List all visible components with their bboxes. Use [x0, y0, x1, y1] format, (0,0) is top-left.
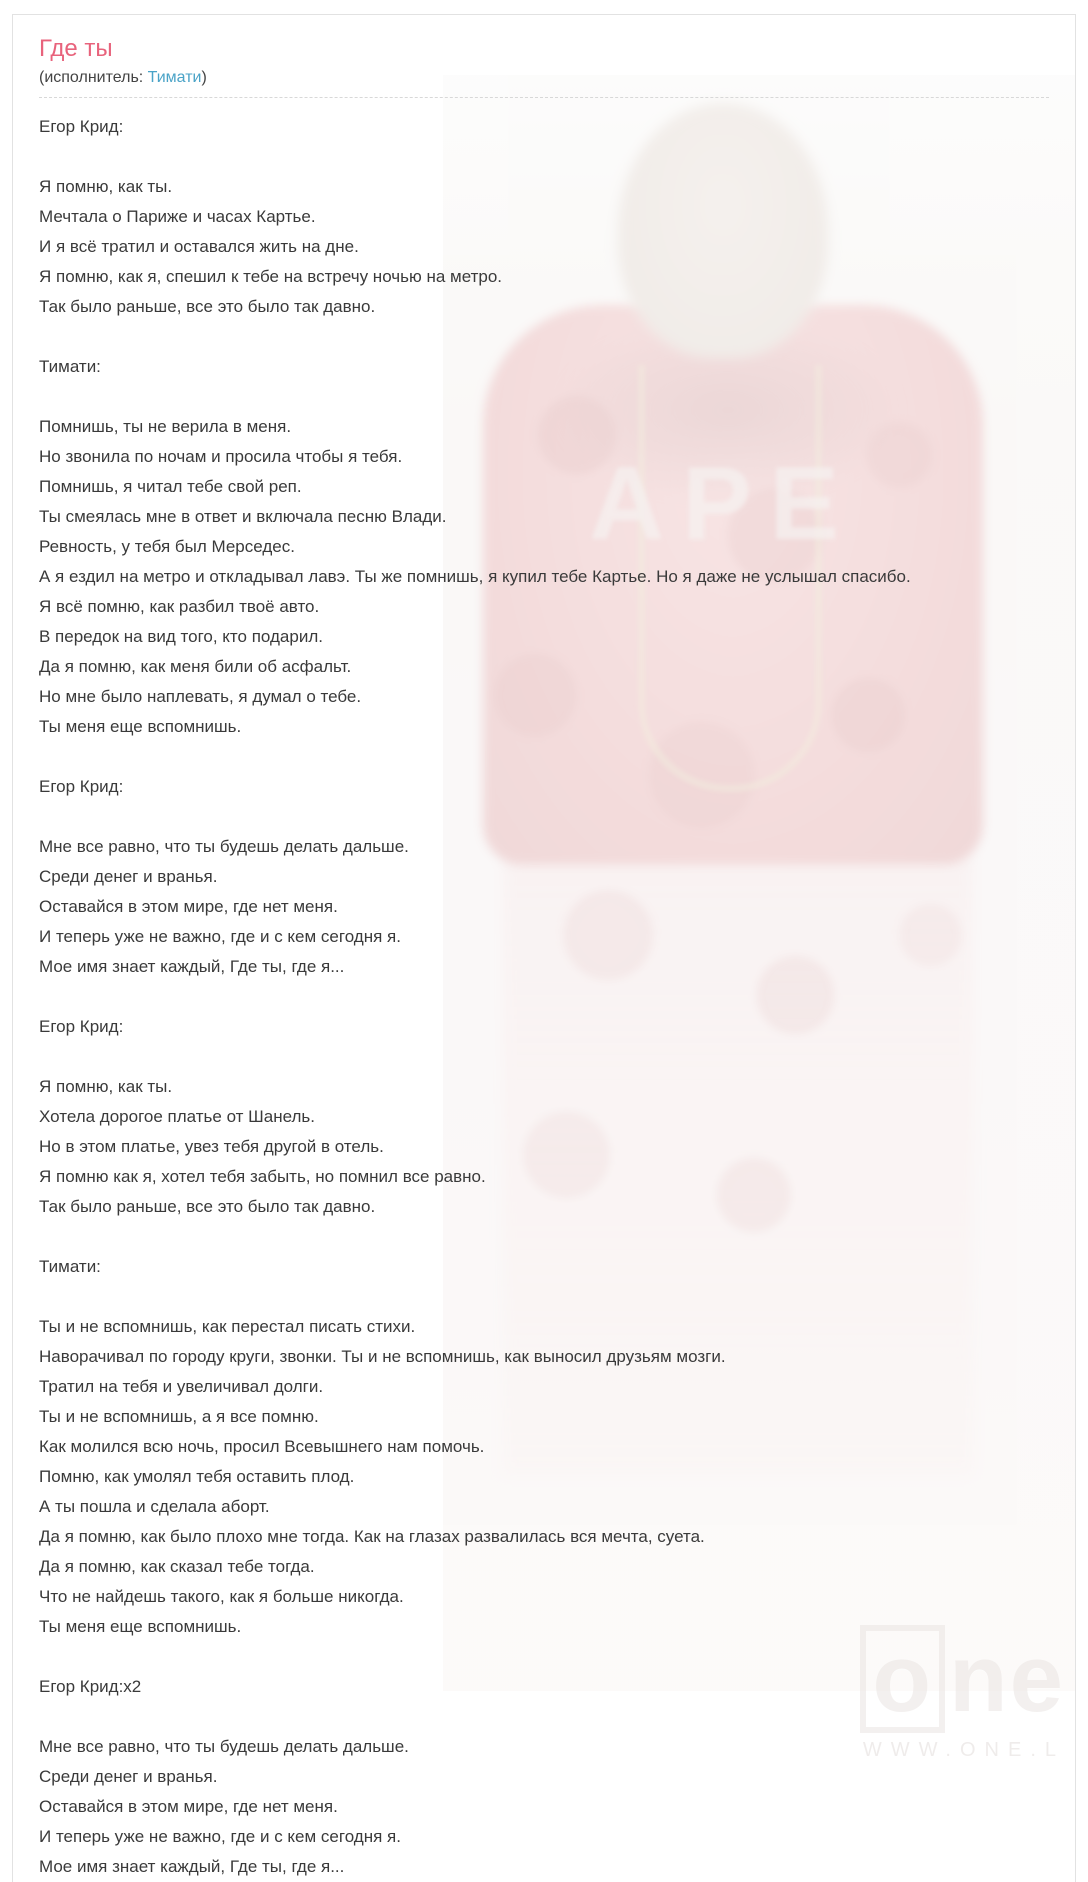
lyrics-card: [12, 14, 1076, 1882]
lyrics-blank-line: [39, 982, 1049, 1012]
lyrics-line: А ты пошла и сделала аборт.: [39, 1497, 270, 1516]
lyrics-line: Егор Крид:: [39, 777, 124, 796]
lyrics-line: Оставайся в этом мире, где нет меня.: [39, 897, 338, 916]
lyrics-line: Я помню, как ты.: [39, 1077, 173, 1096]
lyrics-text: [39, 112, 1049, 1882]
lyrics-line: В передок на вид того, кто подарил.: [39, 627, 323, 646]
lyrics-line: Ты меня еще вспомнишь.: [39, 1617, 242, 1636]
lyrics-line: Егор Крид:: [39, 1017, 124, 1036]
artist-prefix-label: (исполнитель:: [39, 69, 144, 86]
watermark-logo-text: ne: [948, 1625, 1065, 1732]
lyrics-line: Ты смеялась мне в ответ и включала песню Влади.: [39, 507, 447, 526]
lyrics-blank-line: [39, 142, 1049, 172]
lyrics-line: Мое имя знает каждый, Где ты, где я...: [39, 957, 345, 976]
lyrics-line: И я всё тратил и оставался жить на дне.: [39, 237, 359, 256]
artist-suffix-label: ): [201, 69, 207, 86]
lyrics-line: И теперь уже не важно, где и с кем сегодня я.: [39, 1827, 401, 1846]
lyrics-line: Помнишь, я читал тебе свой реп.: [39, 477, 302, 496]
lyrics-line: Тимати:: [39, 1257, 101, 1276]
lyrics-line: Помнишь, ты не верила в меня.: [39, 417, 292, 436]
lyrics-blank-line: [39, 1702, 1049, 1732]
lyrics-line: Тратил на тебя и увеличивал долги.: [39, 1377, 324, 1396]
lyrics-line: Мне все равно, что ты будешь делать дальше.: [39, 1737, 409, 1756]
lyrics-line: Я помню как я, хотел тебя забыть, но помнил все равно.: [39, 1167, 486, 1186]
lyrics-line: Как молился всю ночь, просил Всевышнего нам помочь.: [39, 1437, 485, 1456]
content-area: [13, 15, 1075, 1882]
lyrics-line: Ты меня еще вспомнишь.: [39, 717, 242, 736]
lyrics-line: Но в этом платье, увез тебя другой в отель.: [39, 1137, 384, 1156]
lyrics-line: Я всё помню, как разбил твоё авто.: [39, 597, 320, 616]
lyrics-line: Ты и не вспомнишь, а я все помню.: [39, 1407, 319, 1426]
lyrics-blank-line: [39, 322, 1049, 352]
lyrics-line: Ревность, у тебя был Мерседес.: [39, 537, 295, 556]
lyrics-line: Мое имя знает каждый, Где ты, где я...: [39, 1857, 345, 1876]
lyrics-blank-line: [39, 1222, 1049, 1252]
header-divider: [39, 97, 1049, 98]
lyrics-line: Тимати:: [39, 357, 101, 376]
lyrics-line: Что не найдешь такого, как я больше никогда.: [39, 1587, 404, 1606]
lyrics-line: Да я помню, как сказал тебе тогда.: [39, 1557, 315, 1576]
page-title: Где ты: [39, 35, 113, 62]
lyrics-line: Я помню, как я, спешил к тебе на встречу ночью на метро.: [39, 267, 503, 286]
lyrics-blank-line: [39, 1642, 1049, 1672]
lyrics-blank-line: [39, 382, 1049, 412]
lyrics-line: Помню, как умолял тебя оставить плод.: [39, 1467, 355, 1486]
lyrics-line: Так было раньше, все это было так давно.: [39, 297, 376, 316]
lyrics-line: И теперь уже не важно, где и с кем сегодня я.: [39, 927, 401, 946]
lyrics-line: Хотела дорогое платье от Шанель.: [39, 1107, 315, 1126]
lyrics-blank-line: [39, 742, 1049, 772]
lyrics-line: Я помню, как ты.: [39, 177, 173, 196]
lyrics-line: Мечтала о Париже и часах Картье.: [39, 207, 316, 226]
lyrics-line: Ты и не вспомнишь, как перестал писать стихи.: [39, 1317, 416, 1336]
lyrics-blank-line: [39, 1282, 1049, 1312]
lyrics-line: Егор Крид:: [39, 117, 124, 136]
lyrics-line: Среди денег и вранья.: [39, 867, 218, 886]
lyrics-line: Но мне было наплевать, я думал о тебе.: [39, 687, 362, 706]
lyrics-line: Но звонила по ночам и просила чтобы я тебя.: [39, 447, 403, 466]
lyrics-line: Да я помню, как меня били об асфальт.: [39, 657, 352, 676]
artist-link[interactable]: Тимати: [147, 69, 202, 86]
lyrics-line: Так было раньше, все это было так давно.: [39, 1197, 376, 1216]
lyrics-line: Наворачивал по городу круги, звонки. Ты и не вспомнишь, как выносил друзьям мозги.: [39, 1347, 726, 1366]
lyrics-blank-line: [39, 802, 1049, 832]
background-artist-photo: APE: [443, 75, 1076, 1691]
watermark-logo-mark: o: [860, 1625, 945, 1733]
lyrics-line: Среди денег и вранья.: [39, 1767, 218, 1786]
lyrics-line: Мне все равно, что ты будешь делать дальше.: [39, 837, 409, 856]
lyrics-blank-line: [39, 1042, 1049, 1072]
lyrics-line: Да я помню, как было плохо мне тогда. Как на глазах развалилась вся мечта, суета.: [39, 1527, 705, 1546]
lyrics-line: Оставайся в этом мире, где нет меня.: [39, 1797, 338, 1816]
watermark-url: WWW.ONE.L: [862, 1739, 1065, 1761]
lyrics-line: А я ездил на метро и откладывал лавэ. Ты же помнишь, я купил тебе Картье. Но я даже не услышал спасибо.: [39, 567, 911, 586]
artist-line: [39, 69, 1049, 87]
lyrics-line: Егор Крид:х2: [39, 1677, 142, 1696]
